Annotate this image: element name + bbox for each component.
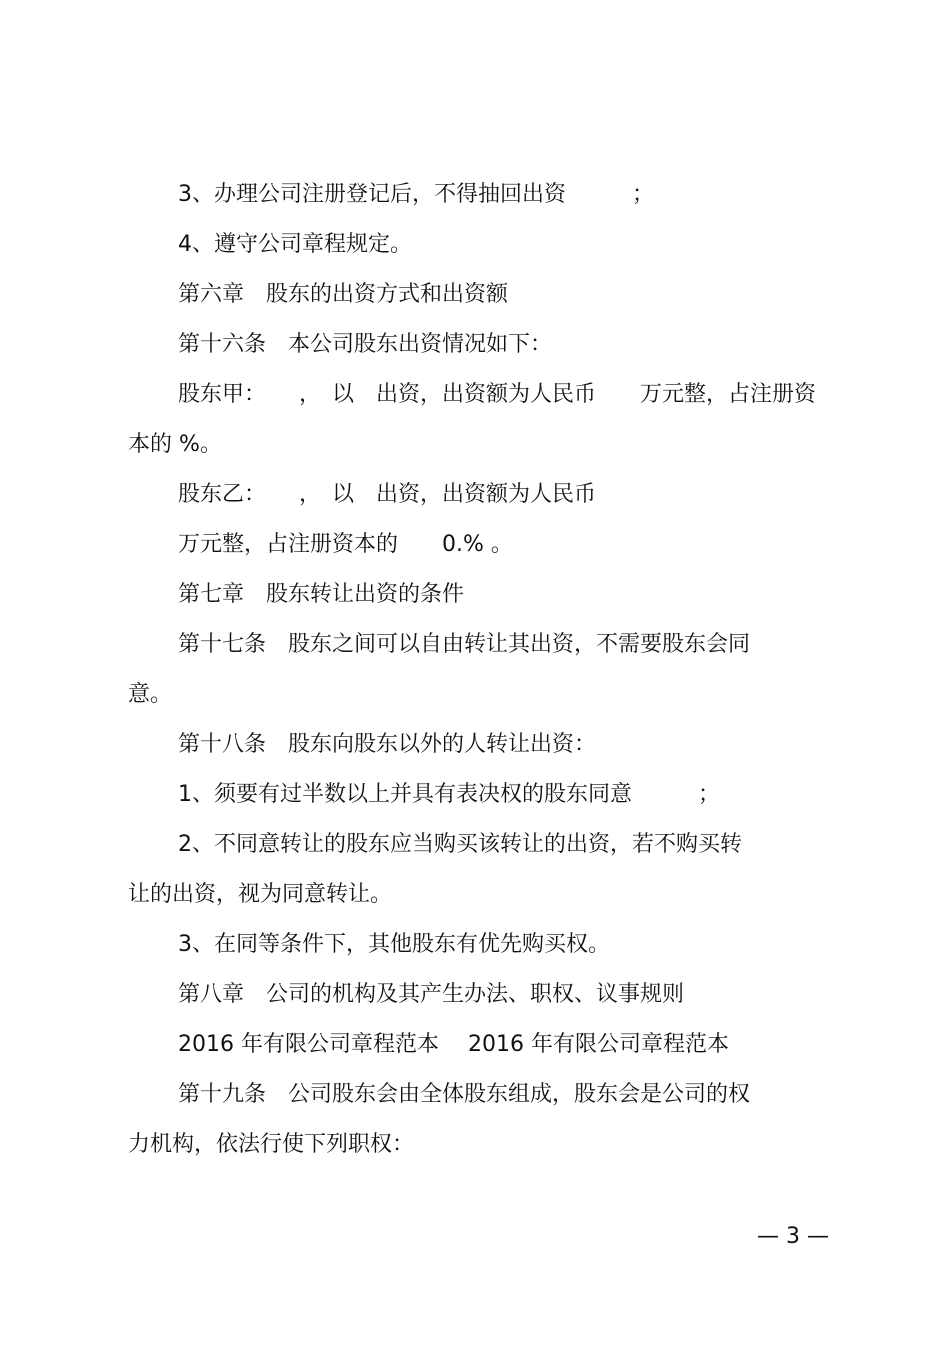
text-line: 2016 年有限公司章程范本 2016 年有限公司章程范本 [178, 1032, 729, 1057]
article-line: 第十六条 本公司股东出资情况如下： [178, 332, 553, 357]
text-line: 3、在同等条件下，其他股东有优先购买权。 [178, 932, 610, 957]
article-line: 第十八条 股东向股东以外的人转让出资： [178, 732, 597, 757]
article-line: 第十九条 公司股东会由全体股东组成，股东会是公司的权 [178, 1082, 751, 1107]
text-line: 让的出资，视为同意转让。 [128, 882, 393, 907]
chapter-heading: 第六章 股东的出资方式和出资额 [178, 282, 509, 307]
text-line: 1、须要有过半数以上并具有表决权的股东同意 ； [178, 782, 720, 807]
text-line: 股东乙： ， 以 出资，出资额为人民币 [178, 482, 597, 507]
text-line: 3、办理公司注册登记后，不得抽回出资 ； [178, 182, 654, 207]
text-line: 2、不同意转让的股东应当购买该转让的出资，若不购买转 [178, 832, 742, 857]
article-line: 第十七条 股东之间可以自由转让其出资，不需要股东会同 [178, 632, 751, 657]
text-line: 4、遵守公司章程规定。 [178, 232, 412, 257]
chapter-heading: 第七章 股东转让出资的条件 [178, 582, 465, 607]
text-line: 本的 %。 [128, 432, 222, 457]
chapter-heading: 第八章 公司的机构及其产生办法、职权、议事规则 [178, 982, 685, 1007]
text-line: 万元整，占注册资本的 0.% 。 [178, 532, 513, 557]
page-number: — 3 — [757, 1224, 829, 1249]
text-line: 意。 [128, 682, 173, 707]
text-line: 股东甲： ， 以 出资，出资额为人民币 万元整，占注册资 [178, 382, 817, 407]
text-line: 力机构，依法行使下列职权： [128, 1132, 415, 1157]
